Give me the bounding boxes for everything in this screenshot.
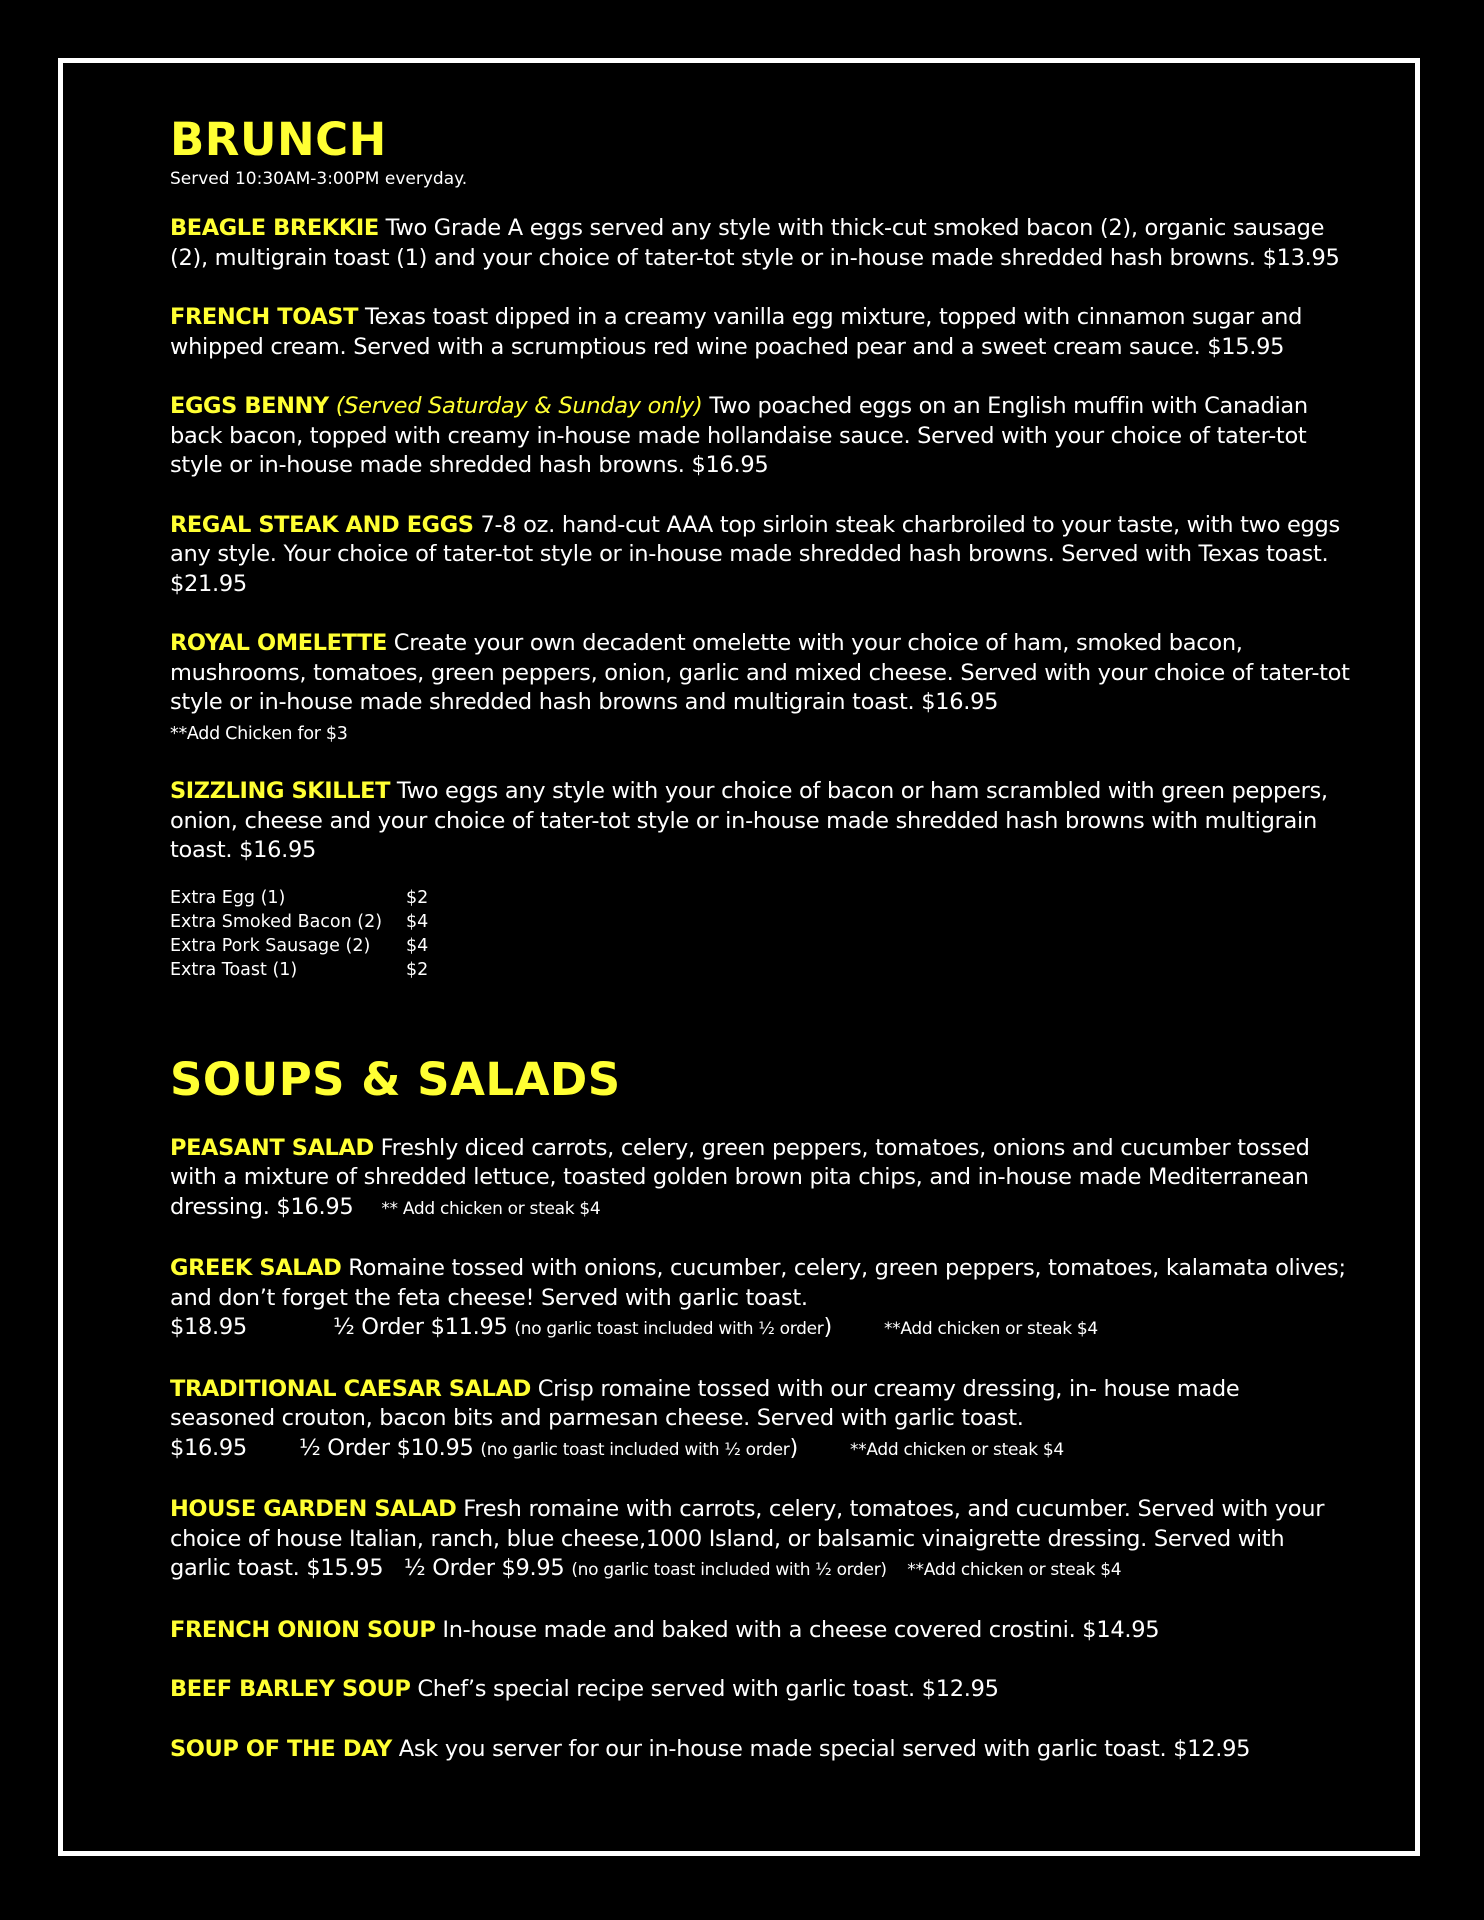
menu-item-soup-of-the-day — [170, 1735, 1350, 1765]
extra-label: Extra Egg (1) — [170, 887, 286, 908]
item-addon-note: **Add chicken or steak $4 — [849, 1439, 1064, 1460]
menu-item-house-garden-salad — [170, 1495, 1350, 1586]
item-description: Two eggs any style with your choice of bacon or ham scrambled with green peppers, onion, cheese and your choice of tater-tot style or in-house made shredded hash browns with multigrain toast. $16.95 — [170, 778, 1328, 863]
item-addon-note: ** Add chicken or steak $4 — [381, 1198, 601, 1219]
item-name: REGAL STEAK AND EGGS — [170, 511, 474, 538]
item-half-order: ½ Order $10.95 — [298, 1434, 474, 1461]
item-half-order-note: (no garlic toast included with ½ order — [514, 1319, 824, 1339]
extra-label: Extra Smoked Bacon (2) — [170, 911, 383, 932]
extra-label: Extra Toast (1) — [170, 959, 298, 980]
menu-content — [170, 112, 1350, 1794]
item-name: PEASANT SALAD — [170, 1134, 374, 1161]
item-addon-note: **Add Chicken for $3 — [170, 723, 348, 744]
item-description: Two Grade A eggs served any style with thick-cut smoked bacon (2), organic sausage (2), multigrain toast (1) and your choice of tater-tot style or in-house made shredded hash browns. $13.95 — [170, 215, 1340, 271]
item-name: EGGS BENNY — [170, 393, 329, 419]
item-description: Two poached eggs on an English muffin with Canadian back bacon, topped with creamy in-house made hollandaise sauce. Served with your choice of tater-tot style or in-house made shredded hash browns. $16.95 — [170, 393, 1308, 478]
item-name: HOUSE GARDEN SALAD — [170, 1496, 457, 1522]
item-name: TRADITIONAL CAESAR SALAD — [170, 1375, 531, 1402]
extras-row — [170, 886, 1350, 910]
item-description: Romaine tossed with onions, cucumber, celery, green peppers, tomatoes, kalamata olives; and don’t forget the feta cheese! Served with garlic toast. — [170, 1255, 1346, 1311]
item-price: $16.95 — [170, 1434, 247, 1461]
extra-price: $2 — [406, 959, 429, 980]
item-name: BEAGLE BREKKIE — [170, 215, 379, 241]
item-name: SOUP OF THE DAY — [170, 1735, 392, 1762]
item-name: BEEF BARLEY SOUP — [170, 1676, 411, 1702]
item-description: In-house made and baked with a cheese covered crostini. $14.95 — [435, 1616, 1160, 1643]
item-name: GREEK SALAD — [170, 1255, 342, 1281]
menu-item-beef-barley-soup — [170, 1675, 1350, 1705]
item-description: Texas toast dipped in a creamy vanilla egg mixture, topped with cinnamon sugar and whipped cream. Served with a scrumptious red wine poached pear and a sweet cream sauce. $15.95 — [170, 304, 1303, 360]
item-name: FRENCH TOAST — [170, 304, 359, 330]
item-name: SIZZLING SKILLET — [170, 778, 391, 804]
menu-item-beagle-brekkie — [170, 214, 1350, 273]
item-description: Ask you server for our in-house made special served with garlic toast. $12.95 — [391, 1735, 1251, 1762]
item-description: 7-8 oz. hand-cut AAA top sirloin steak charbroiled to your taste, with two eggs any style. Your choice of tater-tot style or in-house made shredded hash browns. Served with Texas toast. $21.95 — [170, 511, 1340, 597]
menu-item-french-onion-soup — [170, 1616, 1350, 1646]
item-addon-note: **Add chicken or steak $4 — [883, 1319, 1098, 1339]
item-half-order-close: ) — [823, 1314, 832, 1340]
menu-item-regal-steak-and-eggs — [170, 511, 1350, 600]
extras-list — [170, 886, 1350, 982]
item-name: ROYAL OMELETTE — [170, 630, 387, 656]
item-description: Freshly diced carrots, celery, green peppers, tomatoes, onions and cucumber tossed with a mixture of shredded lettuce, toasted golden brown pita chips, and in-house made Mediterranean dressing. $16.95 — [170, 1134, 1310, 1220]
item-availability-note: (Served Saturday & Sunday only) — [335, 393, 703, 419]
item-half-order: ½ Order $11.95 — [332, 1314, 508, 1340]
extras-row — [170, 910, 1350, 934]
extra-price: $2 — [406, 887, 429, 908]
brunch-hours: Served 10:30AM-3:00PM everyday. — [170, 169, 468, 189]
extra-price: $4 — [406, 935, 429, 956]
menu-item-greek-salad — [170, 1254, 1350, 1345]
extras-row — [170, 934, 1350, 958]
item-addon-note: **Add chicken or steak $4 — [907, 1560, 1122, 1580]
item-half-order: ½ Order $9.95 — [403, 1555, 565, 1581]
item-half-order-close: ) — [789, 1434, 798, 1461]
item-description: Crisp romaine tossed with our creamy dressing, in- house made seasoned crouton, bacon bits and parmesan cheese. Served with garlic toast. — [170, 1375, 1240, 1431]
extra-price: $4 — [406, 911, 429, 932]
item-price: $18.95 — [170, 1314, 247, 1340]
menu-item-eggs-benny — [170, 392, 1350, 481]
extras-row — [170, 958, 1350, 982]
extra-label: Extra Pork Sausage (2) — [170, 935, 371, 956]
section-title-brunch: BRUNCH — [170, 113, 387, 166]
item-name: FRENCH ONION SOUP — [170, 1616, 436, 1643]
item-description: Chef’s special recipe served with garlic toast. $12.95 — [410, 1676, 999, 1702]
item-half-order-note: (no garlic toast included with ½ order) — [571, 1560, 887, 1580]
item-half-order-note: (no garlic toast included with ½ order — [480, 1439, 790, 1460]
item-description: Fresh romaine with carrots, celery, tomatoes, and cucumber. Served with your choice of house Italian, ranch, blue cheese,1000 Island, or balsamic vinaigrette dressing. Served with garlic toast. $15.95 — [170, 1496, 1325, 1581]
menu-item-sizzling-skillet — [170, 777, 1350, 866]
section-title-soups-salads: SOUPS & SALADS — [170, 1052, 621, 1106]
item-description: Create your own decadent omelette with your choice of ham, smoked bacon, mushrooms, tomatoes, green peppers, onion, garlic and mixed cheese. Served with your choice of tater-tot style or in-house made shredded hash browns and multigrain toast. $16.95 — [170, 630, 1350, 715]
menu-item-peasant-salad — [170, 1134, 1350, 1225]
menu-item-french-toast — [170, 303, 1350, 362]
menu-item-caesar-salad — [170, 1375, 1350, 1466]
menu-item-royal-omelette — [170, 629, 1350, 747]
